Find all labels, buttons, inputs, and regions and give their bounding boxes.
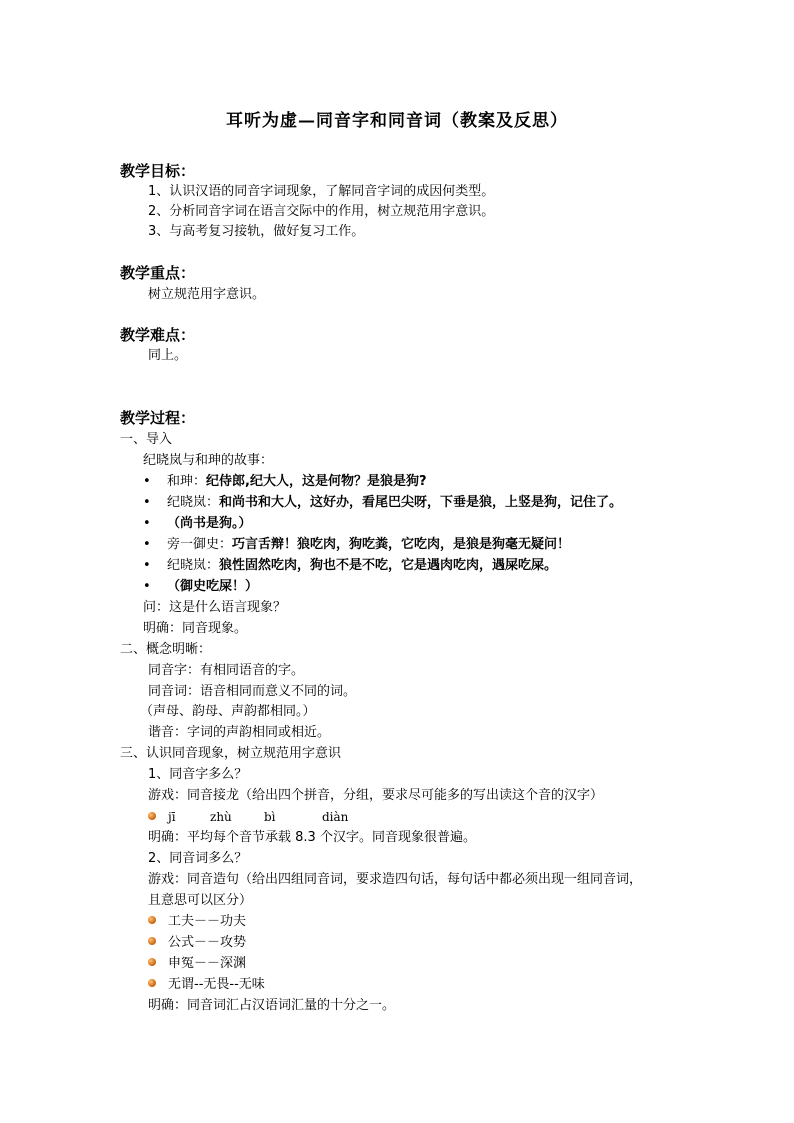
section-concepts-heading: 二、概念明晰：	[120, 642, 212, 657]
dialogue-speaker: 和珅：	[167, 474, 207, 489]
dialogue-text: 和尚书和大人，这好办，看尾巴尖呀，下垂是狼，上竖是狗，记住了。	[219, 495, 623, 510]
dialogue-text: 狼性固然吃肉，狗也不是不吃，它是遇肉吃肉，遇屎吃屎。	[219, 558, 558, 573]
pinyin-row	[148, 808, 348, 826]
concept-item: 同音词：语音相同而意义不同的词。	[148, 684, 357, 699]
bullet-ball-icon	[148, 979, 156, 987]
dialogue-line	[143, 578, 258, 596]
word-pair-item	[148, 913, 246, 931]
conclusion-text: 明确：同音词汇占汉语词汇量的十分之一。	[148, 998, 396, 1013]
document-title: 耳听为虚—同音字和同音词（教案及反思）	[226, 111, 568, 131]
question-homophone-chars: 1、同音字多么？	[148, 767, 248, 782]
goal-item: 2、分析同音字词在语言交际中的作用，树立规范用字意识。	[148, 204, 495, 219]
bullet-ball-icon	[148, 812, 156, 820]
dialogue-text: （尚书是狗。）	[167, 516, 252, 531]
difficulty-heading: 教学难点：	[120, 326, 196, 344]
bullet-icon: •	[143, 474, 151, 489]
goal-item: 3、与高考复习接轨，做好复习工作。	[148, 224, 365, 239]
focus-text: 树立规范用字意识。	[148, 287, 266, 302]
dialogue-speaker: 纪晓岚：	[167, 495, 220, 510]
dialogue-text: 纪侍郎,纪大人，这是何物？是狼是狗?	[206, 474, 427, 489]
dialogue-line	[143, 515, 252, 533]
pinyin-item: zhù	[210, 810, 232, 824]
dialogue-speaker: 纪晓岚：	[167, 558, 220, 573]
section-homophone-heading: 三、认识同音现象，树立规范用字意识	[120, 746, 342, 761]
bullet-ball-icon	[148, 937, 156, 945]
dialogue-text: （御史吃屎！）	[167, 579, 259, 594]
dialogue-line	[143, 536, 570, 554]
concept-item: 谐音：字词的声韵相同或相近。	[148, 725, 331, 740]
focus-heading: 教学重点：	[120, 264, 196, 282]
word-pair-item	[148, 934, 246, 952]
dialogue-text: 巧言舌辩！狼吃肉，狗吃粪，它吃肉，是狼是狗毫无疑问！	[232, 537, 571, 552]
conclusion-text: 明确：平均每个音节承载 8.3 个汉字。同音现象很普遍。	[148, 830, 476, 845]
question-homophone-words: 2、同音词多么？	[148, 851, 248, 866]
word-pair-text: 无谓--无畏--无味	[168, 977, 265, 992]
section-intro-heading: 一、导入	[120, 432, 173, 447]
game-description: 游戏：同音接龙（给出四个拼音，分组，要求尽可能多的写出读这个音的汉字）	[148, 788, 604, 803]
game-description-continued: 且意思可以区分）	[148, 893, 253, 908]
bullet-icon: •	[143, 537, 151, 552]
word-pair-item	[148, 976, 265, 994]
process-heading: 教学过程：	[120, 409, 196, 427]
pinyin-item: diàn	[322, 810, 349, 824]
answer-text: 明确：同音现象。	[143, 621, 248, 636]
pinyin-item: bì	[264, 810, 276, 824]
word-pair-text: 申冤－－深渊	[168, 956, 247, 971]
question-text: 问：这是什么语言现象？	[143, 600, 287, 615]
bullet-icon: •	[143, 516, 151, 531]
game-description: 游戏：同音造句（给出四组同音词，要求造四句话，每句话中都必须出现一组同音词，	[148, 872, 643, 887]
word-pair-text: 公式－－攻势	[168, 935, 247, 950]
bullet-icon: •	[143, 579, 151, 594]
goal-item: 1、认识汉语的同音字词现象，了解同音字词的成因何类型。	[148, 184, 495, 199]
goals-heading: 教学目标：	[120, 162, 196, 180]
dialogue-line	[143, 473, 427, 491]
story-intro: 纪晓岚与和珅的故事：	[143, 453, 274, 468]
bullet-ball-icon	[148, 916, 156, 924]
difficulty-text: 同上。	[148, 348, 188, 363]
pinyin-item: jī	[168, 810, 176, 824]
dialogue-line	[143, 494, 622, 512]
dialogue-speaker: 旁一御史：	[167, 537, 233, 552]
bullet-icon: •	[143, 558, 151, 573]
word-pair-text: 工夫－－功夫	[168, 914, 247, 929]
word-pair-item	[148, 955, 246, 973]
concept-item: 同音字：有相同语音的字。	[148, 663, 305, 678]
dialogue-line	[143, 557, 557, 575]
concept-item: （声母、韵母、声韵都相同。）	[140, 704, 316, 719]
bullet-ball-icon	[148, 958, 156, 966]
bullet-icon: •	[143, 495, 151, 510]
